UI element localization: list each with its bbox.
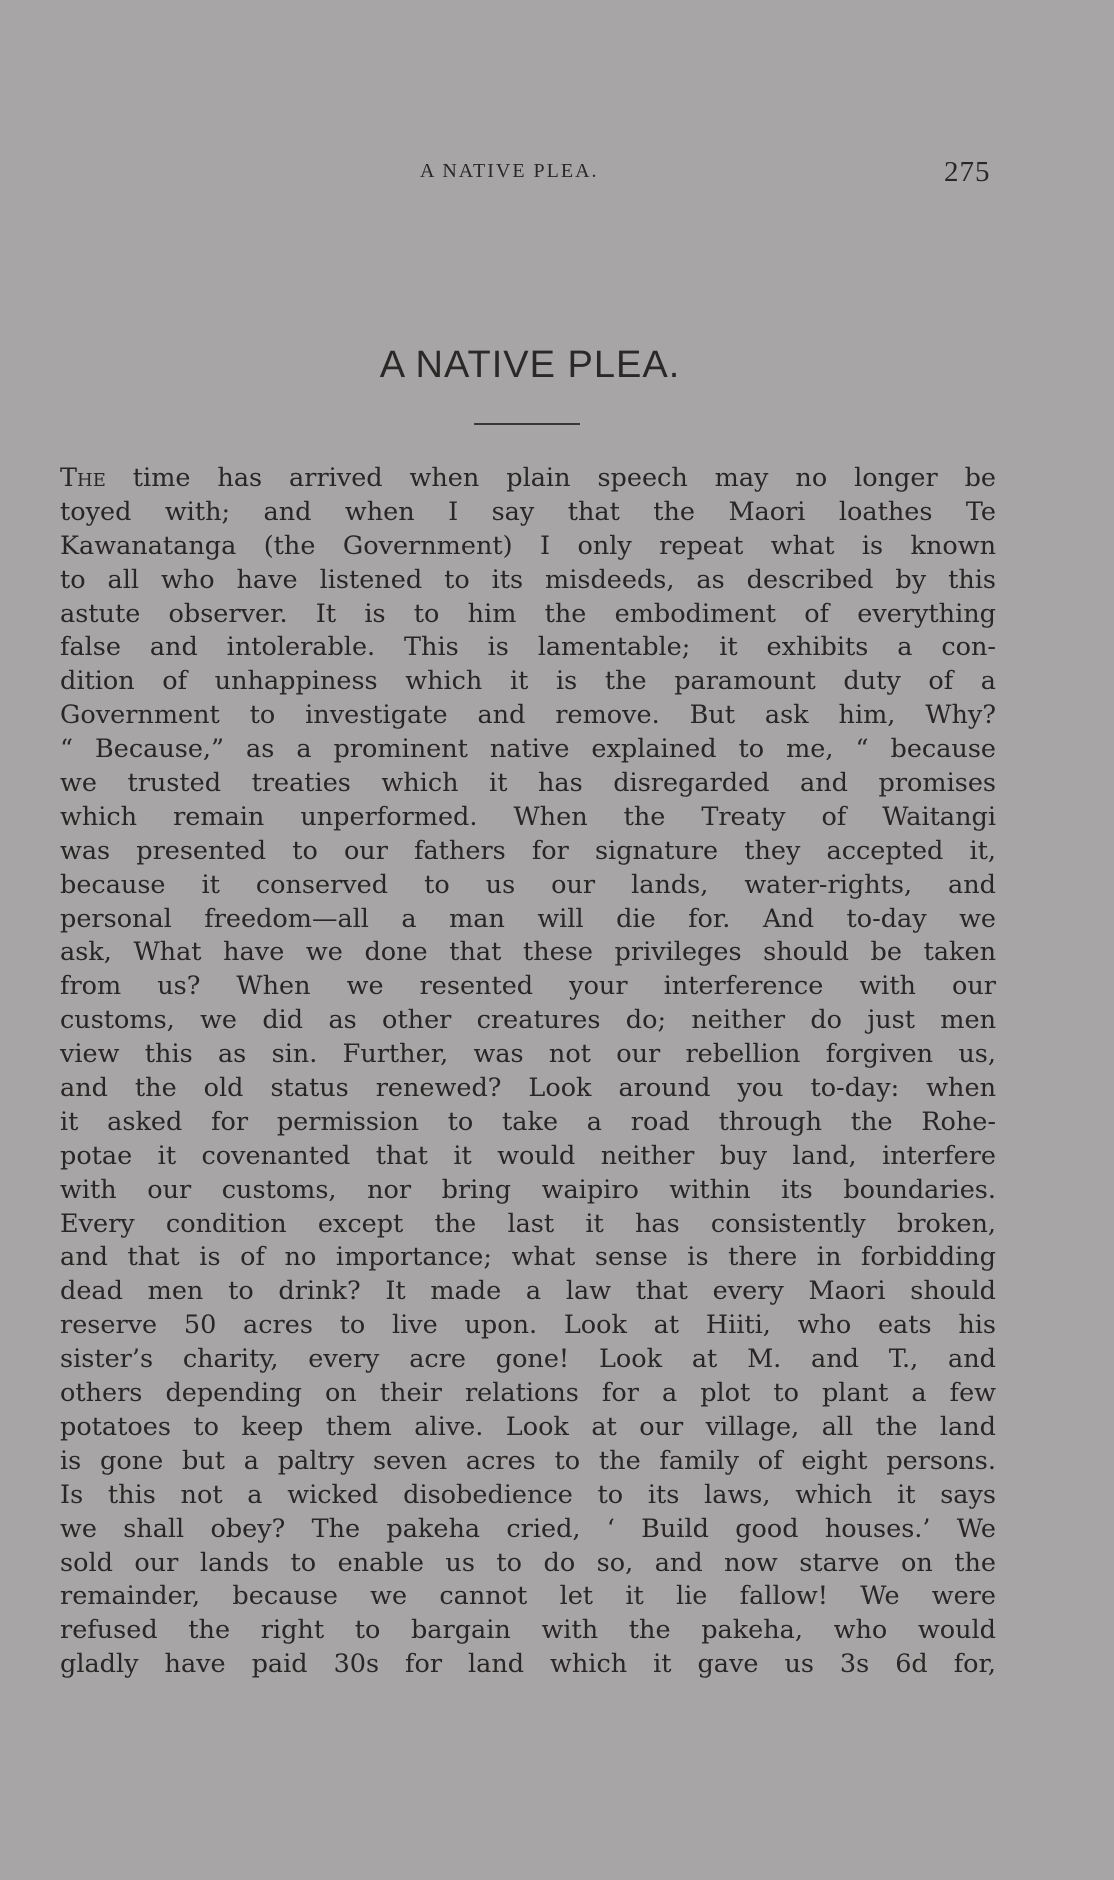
text-line: Every condition except the last it has consistently broken, [60,1208,996,1239]
text-line: and that is of no importance; what sense is there in forbidding [60,1242,996,1273]
text-line: with our customs, nor bring waipiro within its boundaries. [60,1174,996,1205]
text-line: dead men to drink? It made a law that every Maori should [60,1276,996,1307]
text-line: and the old status renewed? Look around you to-day: when [60,1073,996,1104]
text-line: potatoes to keep them alive. Look at our village, all the land [60,1411,996,1442]
text-line: because it conserved to us our lands, water-rights, and [60,869,996,900]
text-line: dition of unhappiness which it is the paramount duty of a [60,666,996,697]
text-line: sister’s charity, every acre gone! Look at M. and T., and [60,1344,996,1375]
article-title: A NATIVE PLEA. [379,344,681,386]
text-line: toyed with; and when I say that the Maori loathes Te [60,496,996,527]
text-line: ask, What have we done that these privileges should be taken [60,937,996,968]
text-line: customs, we did as other creatures do; neither do just men [60,1005,996,1036]
text-line: was presented to our fathers for signature they accepted it, [60,835,996,866]
text-line: from us? When we resented your interference with our [60,971,996,1002]
body-text [60,462,996,1682]
running-head-title: A NATIVE PLEA. [420,160,599,182]
text-line: potae it covenanted that it would neither buy land, interfere [60,1140,996,1171]
text-line: it asked for permission to take a road through the Rohe- [60,1106,996,1137]
text-line: refused the right to bargain with the pakeha, who would [60,1615,996,1646]
text-line [60,462,996,496]
text-line-rest: time has arrived when plain speech may no longer be [105,463,996,493]
title-rule [474,423,580,425]
text-line: gladly have paid 30s for land which it gave us 3s 6d for, [60,1649,996,1680]
page-number: 275 [944,156,991,188]
text-line: others depending on their relations for a plot to plant a few [60,1378,996,1409]
text-line: to all who have listened to its misdeeds, as described by this [60,564,996,595]
text-line: sold our lands to enable us to do so, and now starve on the [60,1547,996,1578]
text-line: remainder, because we cannot let it lie fallow! We were [60,1581,996,1612]
text-line: false and intolerable. This is lamentable; it exhibits a con- [60,632,996,663]
text-line: personal freedom—all a man will die for. And to-day we [60,903,996,934]
text-line: which remain unperformed. When the Treaty of Waitangi [60,801,996,832]
text-line: we trusted treaties which it has disregarded and promises [60,768,996,799]
text-line: reserve 50 acres to live upon. Look at Hiiti, who eats his [60,1310,996,1341]
running-head [0,158,1114,188]
text-line: astute observer. It is to him the embodiment of everything [60,598,996,629]
text-line: we shall obey? The pakeha cried, ‘ Build good houses.’ We [60,1513,996,1544]
text-line: Is this not a wicked disobedience to its laws, which it says [60,1479,996,1510]
text-line: Government to investigate and remove. But ask him, Why? [60,700,996,731]
drop-word: The [60,463,106,493]
text-line: is gone but a paltry seven acres to the family of eight persons. [60,1445,996,1476]
text-line: view this as sin. Further, was not our rebellion forgiven us, [60,1039,996,1070]
text-line: “ Because,” as a prominent native explained to me, “ because [60,734,996,765]
text-line: Kawanatanga (the Government) I only repeat what is known [60,530,996,561]
